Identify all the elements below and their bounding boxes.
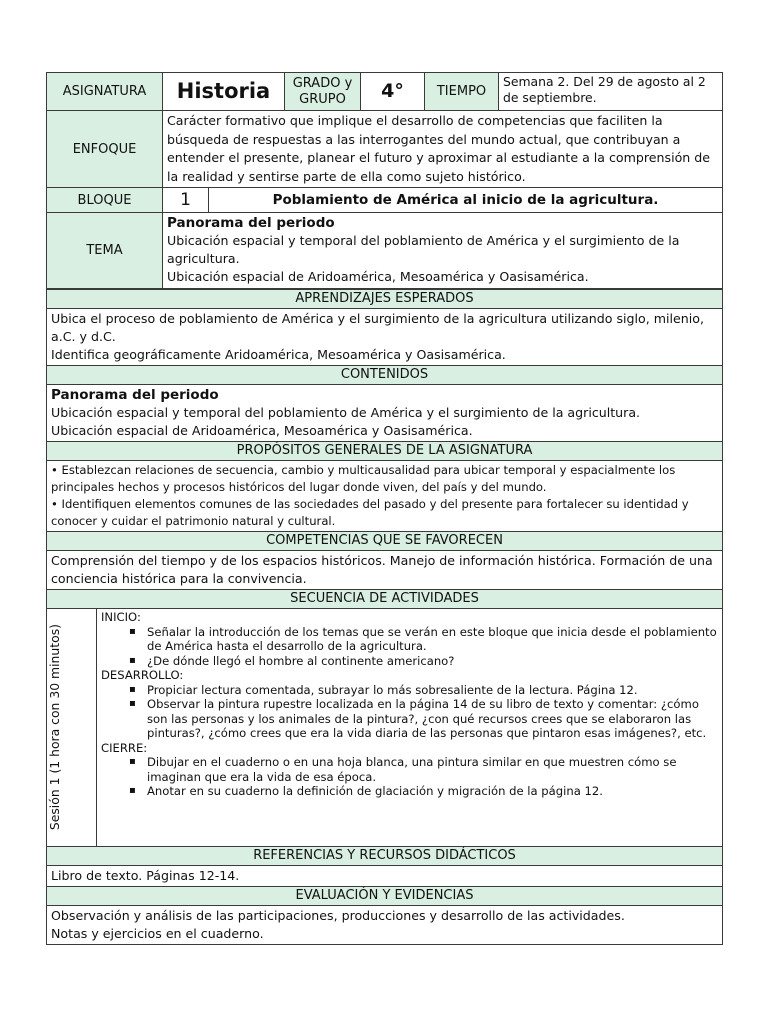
grado-label: GRADO y GRUPO [285, 73, 361, 111]
bloque-label: BLOQUE [47, 188, 163, 213]
cierre-item: ▪ Anotar en su cuaderno la definición de glaciación y migración de la página 12. [147, 784, 718, 799]
tema-heading: Panorama del periodo [167, 215, 335, 231]
asignatura-label: ASIGNATURA [47, 73, 163, 111]
cierre-list [101, 755, 718, 799]
contenidos-heading: Panorama del periodo [51, 387, 219, 403]
tema-content [163, 213, 723, 289]
inicio-list [101, 625, 718, 669]
evaluacion-title: EVALUACIÓN Y EVIDENCIAS [47, 887, 723, 906]
evaluacion-content [47, 906, 723, 945]
inicio-label: INICIO: [101, 610, 141, 624]
contenidos-content [47, 385, 723, 442]
desarrollo-label: DESARROLLO: [101, 668, 184, 682]
contenidos-title: CONTENIDOS [47, 366, 723, 385]
competencias-text: Comprensión del tiempo y de los espacios históricos. Manejo de información histórica. Formación de una conciencia histórica para la convivencia. [47, 551, 723, 590]
activities-cell [97, 609, 723, 847]
tema-label: TEMA [47, 213, 163, 289]
contenidos-line-1: Ubicación espacial y temporal del poblamiento de América y el surgimiento de la agricultura. [51, 405, 641, 420]
desarrollo-item: ▪ Observar la pintura rupestre localizada en la página 14 de su libro de texto y comentar: ¿cómo son las personas y los animales de la pintura?, ¿con qué recursos crees que se elaboraron las pinturas?, ¿cómo crees que era la vida diaria de las personas que pintaron esas imágenes?, etc. [147, 697, 718, 741]
bloque-number: 1 [163, 188, 209, 213]
inicio-item: ▪ ¿De dónde llegó el hombre al continente americano? [147, 654, 718, 669]
cierre-label: CIERRE: [101, 740, 148, 755]
tema-line-1: Ubicación espacial y temporal del poblamiento de América y el surgimiento de la agricultura. [167, 233, 680, 266]
desarrollo-item: ▪ Propiciar lectura comentada, subrayar lo más sobresaliente de la lectura. Página 12. [147, 683, 718, 698]
aprendizajes-title: APRENDIZAJES ESPERADOS [47, 290, 723, 309]
referencias-text: Libro de texto. Páginas 12-14. [47, 866, 723, 887]
aprendizajes-line-2: Identifica geográficamente Aridoamérica, Mesoamérica y Oasisamérica. [51, 347, 506, 362]
session-cell [47, 609, 97, 847]
tiempo-value: Semana 2. Del 29 de agosto al 2 de septiembre. [499, 73, 723, 111]
cierre-item: ▪ Dibujar en el cuaderno o en una hoja blanca, una pintura similar en que muestren cómo se imaginan que era la vida de esa época. [147, 755, 718, 784]
bloque-title: Poblamiento de América al inicio de la agricultura. [209, 188, 723, 213]
contenidos-line-2: Ubicación espacial de Aridoamérica, Mesoamérica y Oasisamérica. [51, 423, 473, 438]
aprendizajes-line-1: Ubica el proceso de poblamiento de América y el surgimiento de la agricultura utilizando siglo, milenio, a.C. y d.C. [51, 311, 704, 344]
propositos-title: PROPÓSITOS GENERALES DE LA ASIGNATURA [47, 442, 723, 461]
evaluacion-line-1: Observación y análisis de las participaciones, producciones y desarrollo de las actividades. [51, 908, 625, 923]
session-label: Sesión 1 (1 hora con 30 minutos) [47, 624, 62, 831]
secuencia-title: SECUENCIA DE ACTIVIDADES [47, 590, 723, 609]
referencias-title: REFERENCIAS Y RECURSOS DIDÁCTICOS [47, 847, 723, 866]
asignatura-value: Historia [163, 73, 285, 111]
aprendizajes-content [47, 309, 723, 366]
enfoque-text: Carácter formativo que implique el desarrollo de competencias que faciliten la búsqueda de respuestas a las interrogantes del mundo actual, que contribuyan a entender el presente, planear el futuro y aproximar al estudiante a la comprensión de la realidad y sentirse parte de ella como sujeto histórico. [163, 111, 723, 188]
enfoque-label: ENFOQUE [47, 111, 163, 188]
propositos-item-1: • Establezcan relaciones de secuencia, cambio y multicausalidad para ubicar temporal y espacialmente los principales hechos y procesos históricos del lugar donde viven, del país y del mundo. [51, 463, 676, 494]
competencias-title: COMPETENCIAS QUE SE FAVORECEN [47, 532, 723, 551]
propositos-item-2: • Identifiquen elementos comunes de las sociedades del pasado y del presente para fortalecer su identidad y conocer y cuidar el patrimonio natural y cultural. [51, 497, 689, 528]
desarrollo-list [101, 683, 718, 741]
evaluacion-line-2: Notas y ejercicios en el cuaderno. [51, 926, 264, 941]
inicio-item: ▪ Señalar la introducción de los temas que se verán en este bloque que inicia desde el poblamiento de América hasta el desarrollo de la agricultura. [147, 625, 718, 654]
propositos-content [47, 461, 723, 532]
tiempo-label: TIEMPO [425, 73, 499, 111]
body-table [46, 289, 723, 945]
lesson-plan-sheet [46, 72, 722, 945]
header-table [46, 72, 723, 289]
tema-line-2: Ubicación espacial de Aridoamérica, Mesoamérica y Oasisamérica. [167, 269, 589, 284]
grado-value: 4° [361, 73, 425, 111]
